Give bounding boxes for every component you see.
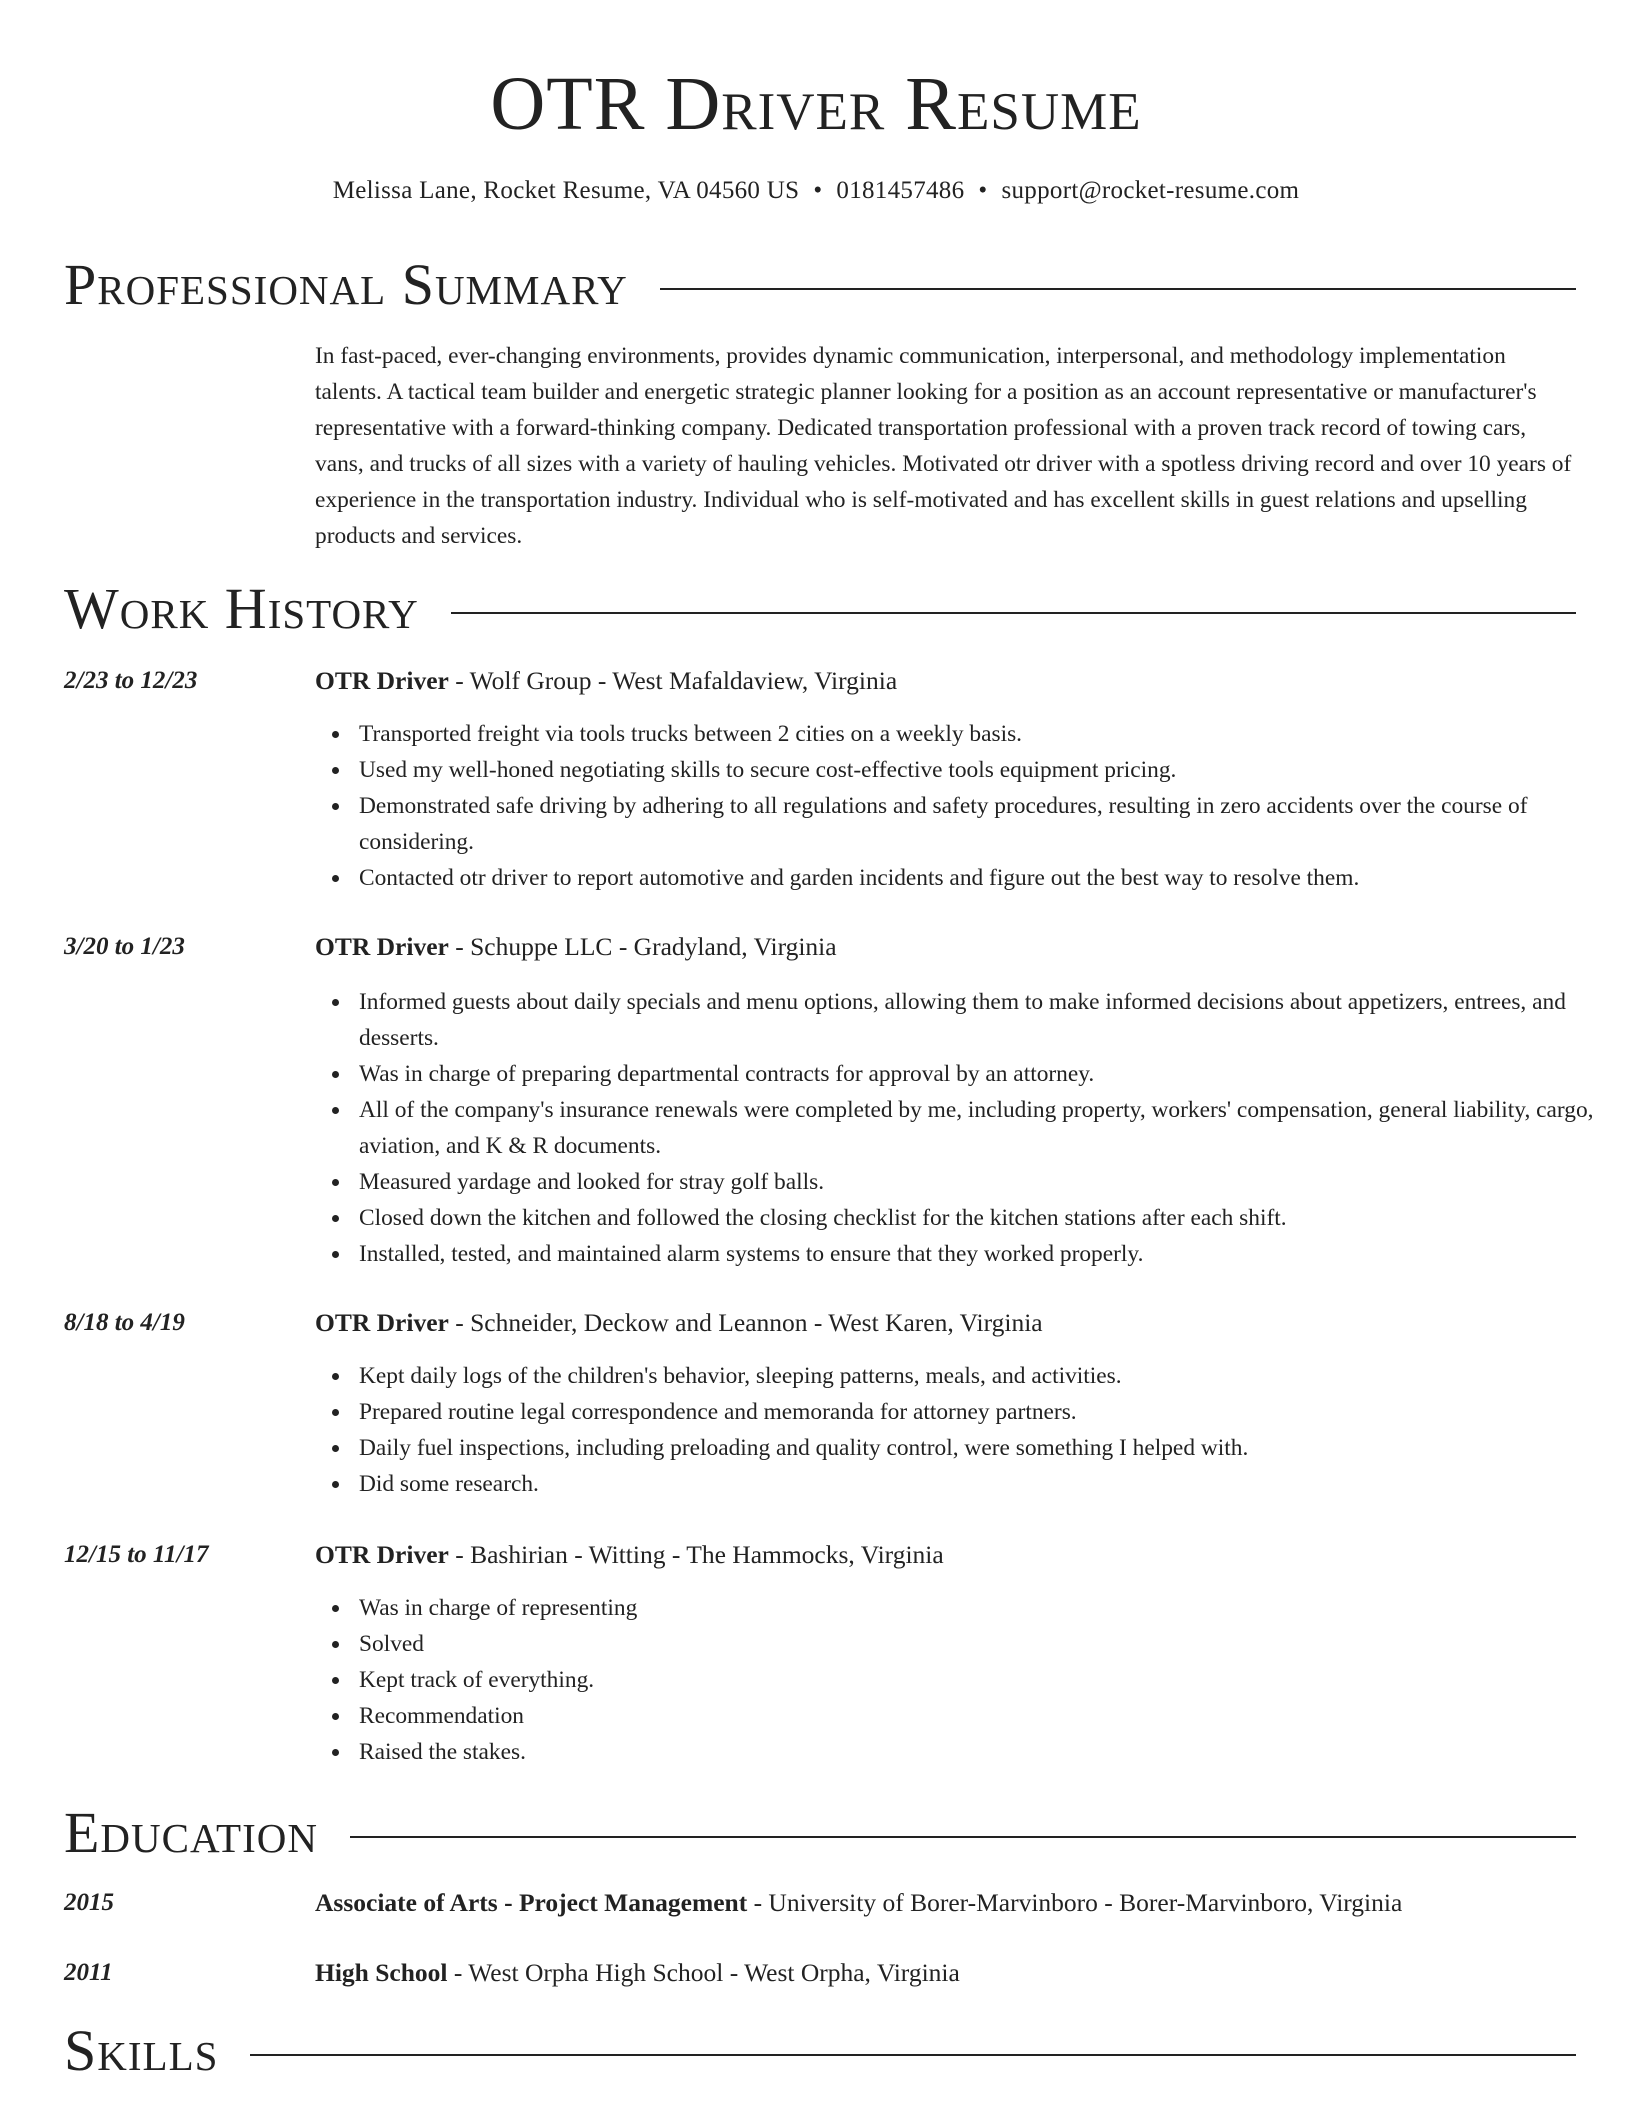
job-details: - Schuppe LLC - Gradyland, Virginia <box>448 932 837 961</box>
summary-section-header <box>64 252 1576 318</box>
job-dates: 3/20 to 1/23 <box>64 933 185 960</box>
contact-separator: • <box>813 177 823 204</box>
list-item: Contacted otr driver to report automotive and garden incidents and figure out the best way to resolve them. <box>359 860 1621 896</box>
job-bullets <box>315 716 1621 896</box>
list-item: Raised the stakes. <box>359 1734 1621 1770</box>
list-item: Prepared routine legal correspondence and memoranda for attorney partners. <box>359 1394 1621 1430</box>
education-degree: Associate of Arts - Project Management <box>315 1888 748 1917</box>
job-bullets <box>315 1590 1621 1770</box>
list-item: Measured yardage and looked for stray golf balls. <box>359 1164 1621 1200</box>
education-details: - West Orpha High School - West Orpha, Virginia <box>447 1958 960 1987</box>
list-item: Was in charge of representing <box>359 1590 1621 1626</box>
job-details: - Bashirian - Witting - The Hammocks, Virginia <box>448 1540 944 1569</box>
resume-title: OTR Driver Resume <box>490 62 1142 146</box>
education-details: - University of Borer-Marvinboro - Borer-Marvinboro, Virginia <box>747 1888 1403 1917</box>
list-item: Installed, tested, and maintained alarm systems to ensure that they worked properly. <box>359 1236 1621 1272</box>
work-section-header <box>64 576 1576 642</box>
contact-email: support@rocket-resume.com <box>1001 177 1300 204</box>
list-item: Daily fuel inspections, including preloading and quality control, were something I helped with. <box>359 1430 1621 1466</box>
education-section-header <box>64 1800 1576 1866</box>
list-item: Solved <box>359 1626 1621 1662</box>
contact-phone: 0181457486 <box>836 177 965 204</box>
job-bullets <box>315 984 1621 1272</box>
list-item: All of the company's insurance renewals were completed by me, including property, workers' compensation, general liability, cargo, aviation, and K & R documents. <box>359 1092 1621 1164</box>
job-bullets <box>315 1358 1621 1502</box>
list-item: Closed down the kitchen and followed the closing checklist for the kitchen stations after each shift. <box>359 1200 1621 1236</box>
list-item: Did some research. <box>359 1466 1621 1502</box>
job-heading <box>315 664 1577 698</box>
summary-section-title: Professional Summary <box>64 252 628 317</box>
section-divider <box>250 2054 1576 2056</box>
job-title: OTR Driver <box>315 1308 449 1337</box>
education-degree: High School <box>315 1958 448 1987</box>
job-heading <box>315 1538 1577 1572</box>
section-divider <box>660 288 1576 290</box>
education-section-title: Education <box>64 1800 318 1865</box>
contact-line <box>0 174 1632 208</box>
job-details: - Schneider, Deckow and Leannon - West Karen, Virginia <box>448 1308 1043 1337</box>
job-title: OTR Driver <box>315 1540 449 1569</box>
job-dates: 12/15 to 11/17 <box>64 1541 209 1568</box>
list-item: Informed guests about daily specials and menu options, allowing them to make informed decisions about appetizers, entrees, and desserts. <box>359 984 1621 1056</box>
list-item: Was in charge of preparing departmental contracts for approval by an attorney. <box>359 1056 1621 1092</box>
section-divider <box>451 612 1576 614</box>
job-title: OTR Driver <box>315 932 449 961</box>
list-item: Kept track of everything. <box>359 1662 1621 1698</box>
skills-section-header <box>64 2018 1576 2084</box>
list-item: Used my well-honed negotiating skills to secure cost-effective tools equipment pricing. <box>359 752 1621 788</box>
list-item: Kept daily logs of the children's behavior, sleeping patterns, meals, and activities. <box>359 1358 1621 1394</box>
list-item: Demonstrated safe driving by adhering to all regulations and safety procedures, resulting in zero accidents over the course of considering. <box>359 788 1621 860</box>
list-item: Recommendation <box>359 1698 1621 1734</box>
contact-address: Melissa Lane, Rocket Resume, VA 04560 US <box>332 177 800 204</box>
education-heading <box>315 1886 1577 1920</box>
skills-section-title: Skills <box>64 2018 219 2083</box>
contact-separator: • <box>978 177 988 204</box>
education-heading <box>315 1956 1577 1990</box>
section-divider <box>350 1836 1576 1838</box>
work-section-title: Work History <box>64 576 419 641</box>
job-heading <box>315 1306 1577 1340</box>
job-details: - Wolf Group - West Mafaldaview, Virginia <box>448 666 898 695</box>
list-item: Transported freight via tools trucks between 2 cities on a weekly basis. <box>359 716 1621 752</box>
summary-text: In fast-paced, ever-changing environments, provides dynamic communication, interpersonal, and methodology implementation talents. A tactical team builder and energetic strategic planner looking for a position as an account representative or manufacturer's representative with a forward-thinking company. Dedicated transportation professional with a proven track record of towing cars, vans, and trucks of all sizes with a variety of hauling vehicles. Motivated otr driver with a spotless driving record and over 10 years of experience in the transportation industry. Individual who is self-motivated and has excellent skills in guest relations and upselling products and services. <box>315 343 1572 549</box>
job-heading <box>315 930 1577 964</box>
education-year: 2011 <box>64 1959 113 1986</box>
job-dates: 8/18 to 4/19 <box>64 1309 185 1336</box>
job-dates: 2/23 to 12/23 <box>64 667 198 694</box>
education-year: 2015 <box>64 1889 114 1916</box>
job-title: OTR Driver <box>315 666 449 695</box>
